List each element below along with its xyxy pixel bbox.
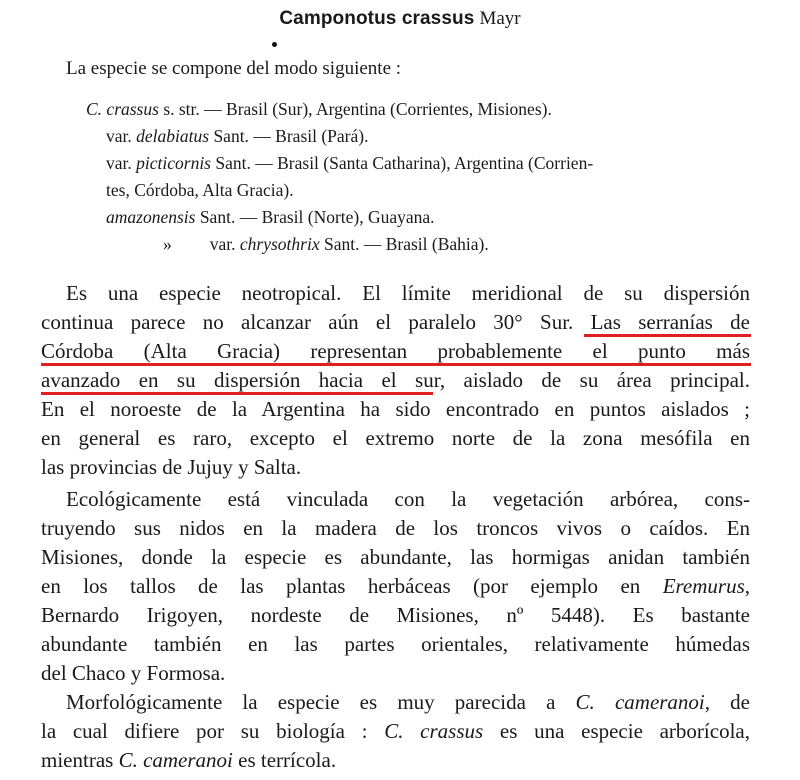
- taxon-name: Camponotus crassus: [279, 8, 475, 29]
- page-title: [0, 8, 800, 30]
- taxon-italic: C. cameranoi: [118, 748, 233, 772]
- text-line: en general es raro, excepto el extremo norte de la zona mesófila en: [41, 426, 750, 450]
- taxon-italic: delabiatus: [136, 126, 210, 146]
- text-line: Misiones, donde la especie es abundante, las hormigas anidan también: [41, 545, 750, 569]
- taxon-italic: picticornis: [136, 153, 211, 173]
- taxon-italic: Eremurus: [662, 574, 745, 598]
- taxon-italic: chrysothrix: [239, 234, 320, 254]
- text-line: continua parece no alcanzar aún el paralelo 30° Sur. Las serranías de: [41, 310, 750, 334]
- text-line: del Chaco y Formosa.: [41, 661, 226, 685]
- taxon-italic: C. crassus: [86, 99, 159, 119]
- taxon-italic: C. crassus: [384, 719, 484, 743]
- taxon-italic: amazonensis: [106, 207, 196, 227]
- red-underline: [41, 392, 433, 395]
- highlighted-text: Córdoba (Alta Gracia) representan probablemente el punto más: [41, 339, 750, 363]
- highlighted-text: Las serranías de: [590, 310, 750, 334]
- list-item: var. picticornis Sant. — Brasil (Santa Catharina), Argentina (Corrien-: [106, 153, 594, 173]
- text-line: abundante también en las partes orientales, relativamente húmedas: [41, 632, 750, 656]
- list-item: » var. chrysothrix Sant. — Brasil (Bahia).: [163, 234, 489, 254]
- text-line: la cual difiere por su biología : C. crassus es una especie arborícola,: [41, 719, 750, 743]
- text-line: En el noroeste de la Argentina ha sido encontrado en puntos aislados ;: [41, 397, 750, 421]
- text-line: las provincias de Jujuy y Salta.: [41, 455, 302, 479]
- text-line: mientras C. cameranoi es terrícola.: [41, 748, 337, 772]
- taxon-author: Mayr: [479, 8, 521, 29]
- intro-line: La especie se compone del modo siguiente :: [66, 58, 402, 79]
- highlighted-text: avanzado en su dispersión hacia el sur: [41, 368, 440, 392]
- text-line: Morfológicamente la especie es muy parecida a C. cameranoi, de: [66, 690, 751, 714]
- red-underline: [41, 363, 751, 366]
- text-line: truyendo sus nidos en la madera de los troncos vivos o caídos. En: [41, 516, 750, 540]
- text-line: Es una especie neotropical. El límite meridional de su dispersión: [66, 281, 750, 305]
- red-underline: [584, 334, 751, 337]
- list-item: var. delabiatus Sant. — Brasil (Pará).: [106, 126, 369, 146]
- print-dot: [272, 42, 277, 47]
- list-item: C. crassus s. str. — Brasil (Sur), Argentina (Corrientes, Misiones).: [86, 99, 552, 119]
- text-line: avanzado en su dispersión hacia el sur, aislado de su área principal.: [41, 368, 750, 392]
- list-item: tes, Córdoba, Alta Gracia).: [106, 180, 294, 200]
- text-line: Bernardo Irigoyen, nordeste de Misiones, nº 5448). Es bastante: [41, 603, 750, 627]
- text-line: Ecológicamente está vinculada con la vegetación arbórea, cons-: [66, 487, 750, 511]
- taxon-italic: C. cameranoi: [575, 690, 705, 714]
- list-item: amazonensis Sant. — Brasil (Norte), Guayana.: [106, 207, 435, 227]
- text-line: en los tallos de las plantas herbáceas (por ejemplo en Eremurus,: [41, 574, 750, 598]
